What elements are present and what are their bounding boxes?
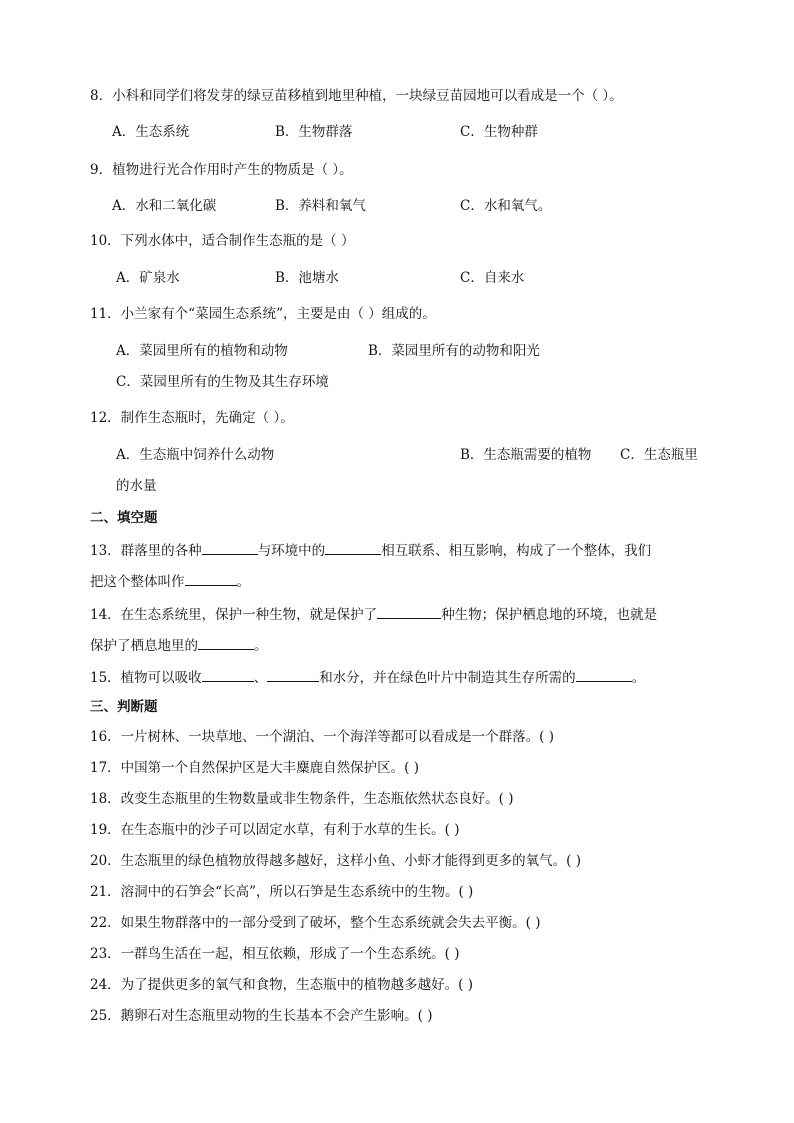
question-8-option-b: B．生物群落 (275, 124, 353, 140)
question-10-option-b: B．池塘水 (275, 270, 339, 286)
question-12-stem: 12．制作生态瓶时，先确定（ ）。 (90, 410, 294, 426)
question-12-option-c: C．生态瓶里 (620, 447, 698, 463)
question-17: 17．中国第一个自然保护区是大丰麋鹿自然保护区。( ) (90, 760, 420, 776)
section-fill-in-title: 二、填空题 (90, 510, 158, 526)
question-20: 20．生态瓶里的绿色植物放得越多越好，这样小鱼、小虾才能得到更多的氧气。( ) (90, 853, 582, 869)
question-24: 24．为了提供更多的氧气和食物，生态瓶中的植物越多越好。( ) (90, 977, 474, 993)
answer-blank[interactable] (185, 570, 237, 586)
answer-blank[interactable] (267, 666, 319, 682)
answer-blank[interactable] (576, 666, 632, 682)
question-15-text-2: 、 (253, 670, 268, 686)
question-12-option-c-continued: 的水量 (116, 478, 157, 494)
question-14-line-2 (90, 634, 268, 656)
answer-blank[interactable] (198, 634, 254, 650)
question-11-option-c: C．菜园里所有的生物及其生存环境 (116, 374, 329, 390)
question-13-text-4: 把这个整体叫作 (90, 574, 185, 590)
answer-blank[interactable] (325, 539, 381, 555)
answer-blank[interactable] (202, 539, 258, 555)
question-8-option-c: C．生物种群 (460, 124, 538, 140)
question-13-text-5: 。 (236, 574, 250, 590)
question-10-option-a: A．矿泉水 (116, 270, 180, 286)
question-13-text-3: 相互联系、相互影响，构成了一个整体，我们 (381, 543, 652, 559)
question-15-line (90, 666, 645, 688)
question-12-option-b: B．生态瓶需要的植物 (460, 447, 592, 463)
question-13-text-1: 13．群落里的各种 (90, 543, 202, 559)
question-11-option-a: A．菜园里所有的植物和动物 (116, 343, 288, 359)
question-11-option-b: B．菜园里所有的动物和阳光 (368, 343, 540, 359)
question-14-text-1: 14．在生态系统里，保护一种生物，就是保护了 (90, 607, 378, 623)
question-8-stem: 8．小科和同学们将发芽的绿豆苗移植到地里种植，一块绿豆苗园地可以看成是一个（ ）。 (90, 88, 623, 104)
section-judgement-title: 三、判断题 (90, 699, 158, 715)
question-10-stem: 10．下列水体中，适合制作生态瓶的是（ ） (90, 233, 355, 249)
question-14-line-1 (90, 603, 657, 625)
question-12-option-a: A．生态瓶中饲养什么动物 (116, 447, 275, 463)
question-9-stem: 9．植物进行光合作用时产生的物质是（ ）。 (90, 162, 353, 178)
question-18: 18．改变生态瓶里的生物数量或非生物条件，生态瓶依然状态良好。( ) (90, 791, 514, 807)
question-15-text-1: 15．植物可以吸收 (90, 670, 202, 686)
question-23: 23．一群鸟生活在一起，相互依赖，形成了一个生态系统。( ) (90, 946, 460, 962)
question-25: 25．鹅卵石对生态瓶里动物的生长基本不会产生影响。( ) (90, 1008, 433, 1024)
question-16: 16．一片树林、一块草地、一个湖泊、一个海洋等都可以看成是一个群落。( ) (90, 729, 555, 745)
question-21: 21．溶洞中的石笋会“长高”，所以石笋是生态系统中的生物。( ) (90, 884, 474, 900)
answer-blank[interactable] (202, 666, 254, 682)
question-15-text-4: 。 (631, 670, 646, 686)
question-13-line-1 (90, 539, 651, 561)
question-10-option-c: C．自来水 (460, 270, 525, 286)
question-9-option-b: B．养料和氧气 (275, 198, 366, 214)
question-11-stem: 11．小兰家有个“菜园生态系统”，主要是由（ ）组成的。 (90, 306, 436, 322)
question-9-option-c: C．水和氧气。 (460, 198, 552, 214)
answer-blank[interactable] (377, 603, 441, 619)
question-14-text-4: 。 (254, 638, 268, 654)
question-22: 22．如果生物群落中的一部分受到了破坏，整个生态系统就会失去平衡。( ) (90, 915, 541, 931)
question-14-text-3: 保护了栖息地里的 (90, 638, 198, 654)
question-13-text-2: 与环境中的 (257, 543, 326, 559)
question-14-text-2: 种生物；保护栖息地的环境，也就是 (441, 607, 658, 623)
question-9-option-a: A．水和二氧化碳 (112, 198, 217, 214)
question-13-line-2 (90, 570, 250, 592)
question-8-option-a: A．生态系统 (112, 124, 190, 140)
question-19: 19．在生态瓶中的沙子可以固定水草，有利于水草的生长。( ) (90, 822, 460, 838)
question-15-text-3: 和水分，并在绿色叶片中制造其生存所需的 (319, 670, 576, 686)
